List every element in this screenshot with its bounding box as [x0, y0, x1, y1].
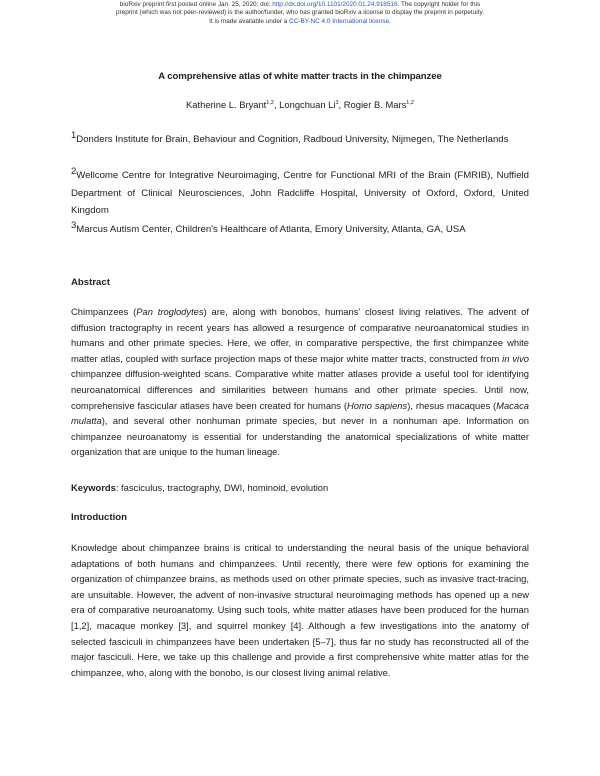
affiliation-1	[71, 131, 529, 149]
keywords-text: : fasciculus, tractography, DWI, hominoid, evolution	[115, 482, 329, 493]
abstract-heading: Abstract	[71, 277, 110, 288]
preprint-banner	[0, 1, 600, 26]
banner-line-1: bioRxiv preprint first posted online Jan. 25, 2020; doi: http://dx.doi.org/10.1101/2020.01.24.918516. The copyright holder for this	[119, 1, 481, 8]
author-name: Longchuan Li	[279, 99, 336, 110]
keywords-label: Keywords	[71, 482, 116, 493]
affiliation-text: Donders Institute for Brain, Behaviour and Cognition, Radboud University, Nijmegen, The Netherlands	[76, 134, 509, 145]
affiliation-text: Wellcome Centre for Integrative Neuroimaging, Centre for Functional MRI of the Brain (FMRIB), Nuffield Department of Clinical Neurosciences, John Radcliffe Hospital, University of Oxford, Oxford, United Kingdom	[71, 170, 529, 216]
paper-title: A comprehensive atlas of white matter tracts in the chimpanzee	[158, 71, 442, 82]
doi-link[interactable]: http://dx.doi.org/10.1101/2020.01.24.918516	[272, 1, 398, 8]
author-affiliation-mark: 3	[335, 100, 339, 106]
affiliation-text: Marcus Autism Center, Children's Healthcare of Atlanta, Emory University, Atlanta, GA, USA	[76, 224, 466, 235]
affiliation-2	[71, 167, 529, 220]
license-link[interactable]: CC-BY-NC 4.0 International license	[289, 17, 390, 25]
affiliation-number: 3	[71, 220, 77, 231]
keywords	[71, 482, 328, 493]
banner-line-2: preprint (which was not peer-reviewed) is the author/funder, who has granted bioRxiv a license to display the preprint in perpetuity.	[116, 9, 484, 17]
author-name: Rogier B. Mars	[343, 99, 407, 110]
abstract-body: Chimpanzees (Pan troglodytes) are, along with bonobos, humans' closest living relatives. The advent of diffusion tractography in recent years has allowed a resurgence of comparative neuroanatomical studies in humans and other primate species. Here, we offer, in comparative perspective, the first chimpanzee white matter atlas, coupled with surface projection maps of these major white matter tracts, constructed from in vivo chimpanzee diffusion-weighted scans. Comparative white matter atlases provide a useful tool for identifying neuroanatomical differences and similarities between humans and other primate species. Until now, comprehensive fascicular atlases have been created for humans (Homo sapiens), rhesus macaques (Macaca mulatta), and several other nonhuman primate species, but never in a nonhuman ape. Information on chimpanzee neuroanatomy is essential for understanding the anatomical specializations of white matter organization that are unique to the human lineage.	[71, 306, 530, 458]
author-affiliation-mark: 1,2	[406, 100, 414, 106]
introduction-body: Knowledge about chimpanzee brains is critical to understanding the neural basis of the unique behavioral adaptations of both humans and chimpanzees. Until recently, there were few options for examining the organization of chimpanzee brains, as methods used on other primate species, such as invasive tract-tracing, are unsuitable. However, the advent of non-invasive structural neuroimaging methods has opened up a new era of comparative neuroanatomy. Using such tools, white matter atlases have been produced for the human [1,2], macaque monkey [3], and squirrel monkey [4]. Although a few investigations into the anatomy of selected fasciculi in chimpanzees have been undertaken [5–7], thus far no study has reconstructed all of the major fasciculi. Here, we take up this challenge and provide a first comprehensive white matter atlas for the chimpanzee, who, along with the bonobo, is our closest living animal relative.	[71, 542, 529, 678]
introduction-heading: Introduction	[71, 512, 127, 523]
author-affiliation-mark: 1,2	[266, 100, 274, 106]
author-name: Katherine L. Bryant	[186, 99, 267, 110]
affiliation-number: 1	[71, 130, 77, 141]
author-list: Katherine L. Bryant$^{1,2}$, Longchuan Li$^3$, Rogier B. Mars$^{1,2}$	[186, 99, 414, 110]
banner-line-3: It is made available under a CC-BY-NC 4.0 International license.	[209, 17, 391, 25]
affiliation-3	[71, 221, 529, 239]
affiliation-number: 2	[71, 166, 77, 177]
